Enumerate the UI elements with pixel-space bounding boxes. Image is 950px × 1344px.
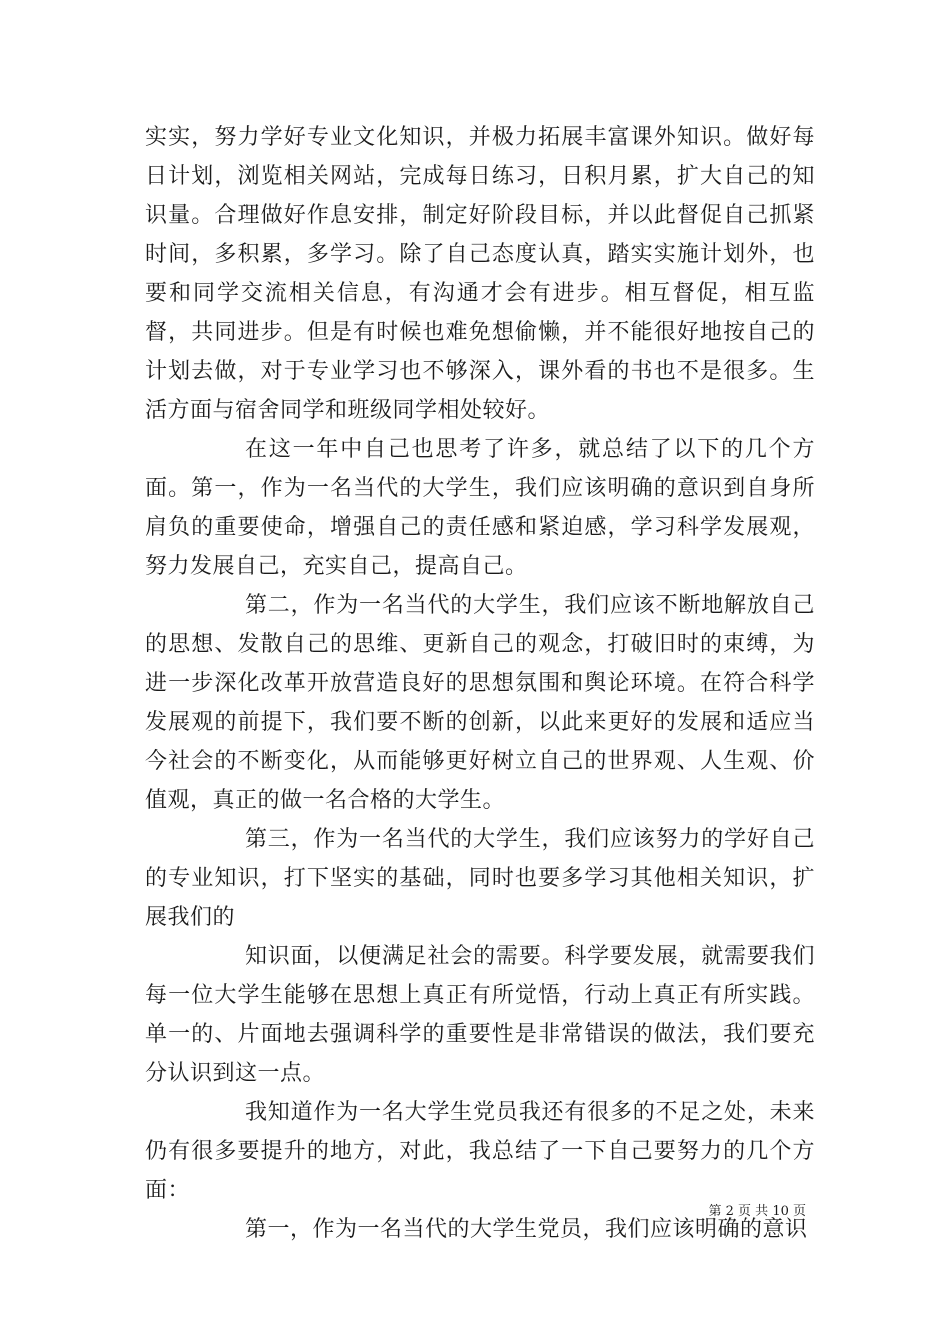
paragraph-study-summary: 实实，努力学好专业文化知识，并极力拓展丰富课外知识。做好每日计划，浏览相关网站，完成每日练习，日积月累，扩大自己的知识量。合理做好作息安排，制定好阶段目标，并以此督促自己抓紧时间，多积累，多学习。除了自己态度认真，踏实实施计划外，也要和同学交流相关信息，有沟通才会有进步。相互督促，相互监督，共同进步。但是有时候也难免想偷懒，并不能很好地按自己的计划去做，对于专业学习也不够深入，课外看的书也不是很多。生活方面与宿舍同学和班级同学相处较好。: [145, 125, 815, 423]
paragraph-second-point: 第二，作为一名当代的大学生，我们应该不断地解放自己的思想、发散自己的思维、更新自己的观念，打破旧时的束缚，为进一步深化改革开放营造良好的思想氛围和舆论环境。在符合科学发展观的前提下，我们要不断的创新，以此来更好的发展和适应当今社会的不断变化，从而能够更好树立自己的世界观、人生观、价值观，真正的做一名合格的大学生。: [145, 593, 815, 813]
document-body: [145, 118, 815, 1249]
paragraph-knowledge-scope: 知识面，以便满足社会的需要。科学要发展，就需要我们每一位大学生能够在思想上真正有所觉悟，行动上真正有所实践。单一的、片面地去强调科学的重要性是非常错误的做法，我们要充分认识到这一点。: [145, 944, 815, 1086]
page-number-footer: 第 2 页 共 10 页: [708, 1204, 806, 1219]
paragraph-party-member-first: 第一，作为一名当代的大学生党员，我们应该明确的意识: [245, 1217, 808, 1242]
paragraph-third-point: 第三，作为一名当代的大学生，我们应该努力的学好自己的专业知识，打下坚实的基础，同时也要多学习其他相关知识，扩展我们的: [145, 827, 815, 930]
paragraph-shortcomings: 我知道作为一名大学生党员我还有很多的不足之处，未来仍有很多要提升的地方，对此，我总结了一下自己要努力的几个方面：: [145, 1100, 815, 1203]
paragraph-reflection-first: 在这一年中自己也思考了许多，就总结了以下的几个方面。第一，作为一名当代的大学生，我们应该明确的意识到自身所肩负的重要使命，增强自己的责任感和紧迫感，学习科学发展观，努力发展自己，充实自己，提高自己。: [145, 437, 815, 579]
